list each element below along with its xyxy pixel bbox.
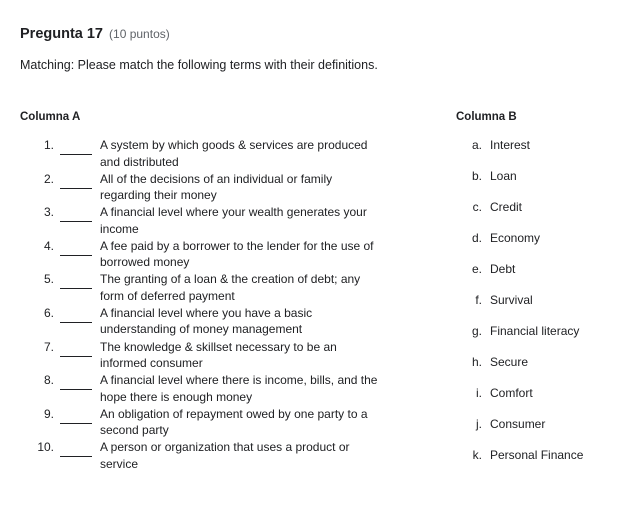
term-letter: a.	[471, 138, 482, 152]
answer-blank[interactable]	[60, 456, 92, 457]
term-text: Interest	[490, 138, 531, 152]
term-letter: f.	[475, 293, 482, 307]
term-text: Survival	[490, 293, 533, 307]
term-letter: g.	[471, 324, 482, 338]
term-letter: i.	[476, 386, 482, 400]
definition-text: A fee paid by a borrower to the lender for the use of borrowed money	[100, 238, 374, 270]
question-instructions: Matching: Please match the following terms with their definitions.	[20, 58, 378, 72]
answer-blank[interactable]	[60, 255, 92, 256]
column-b-heading: Columna B	[456, 111, 517, 123]
column-a-list	[0, 137, 420, 473]
definition-text: An obligation of repayment owed by one party to a second party	[100, 406, 368, 438]
term-letter: c.	[472, 200, 482, 214]
matching-row	[0, 406, 420, 440]
question-title: Pregunta 17	[20, 26, 103, 42]
question-points: (10 puntos)	[109, 27, 170, 41]
term-item	[462, 354, 632, 385]
term-letter: k.	[472, 448, 482, 462]
definition-text: A system by which goods & services are produced and distributed	[100, 138, 368, 169]
term-item	[462, 261, 632, 292]
term-letter: h.	[471, 355, 482, 369]
item-number: 2.	[43, 171, 54, 186]
answer-blank[interactable]	[60, 423, 92, 424]
item-number: 3.	[43, 205, 54, 220]
matching-row	[0, 238, 420, 272]
matching-row	[0, 171, 420, 205]
definition-text: A person or organization that uses a product or service	[100, 440, 350, 471]
definition-text: A financial level where your wealth generates your income	[100, 205, 367, 236]
answer-blank[interactable]	[60, 389, 92, 390]
definition-text: A financial level where there is income, bills, and the hope there is enough money	[100, 373, 378, 404]
term-item	[462, 385, 632, 416]
answer-blank[interactable]	[60, 288, 92, 289]
matching-row	[0, 271, 420, 305]
term-item	[462, 230, 632, 261]
term-letter: b.	[471, 169, 482, 183]
matching-row	[0, 137, 420, 171]
term-item	[462, 323, 632, 354]
matching-row	[0, 305, 420, 339]
answer-blank[interactable]	[60, 154, 92, 155]
item-number: 9.	[43, 406, 54, 421]
answer-blank[interactable]	[60, 322, 92, 323]
term-text: Debt	[490, 262, 516, 276]
column-a-heading: Columna A	[20, 111, 81, 123]
definition-text: A financial level where you have a basic understanding of money management	[100, 305, 313, 337]
matching-row	[0, 204, 420, 238]
term-text: Personal Finance	[490, 448, 584, 462]
term-item	[462, 416, 632, 447]
term-letter: e.	[471, 262, 482, 276]
matching-row	[0, 439, 420, 473]
term-item	[462, 137, 632, 168]
term-item	[462, 199, 632, 230]
question-header	[20, 26, 170, 42]
term-text: Consumer	[490, 417, 546, 431]
item-number: 1.	[43, 138, 54, 152]
answer-blank[interactable]	[60, 356, 92, 357]
item-number: 4.	[43, 238, 54, 253]
item-number: 7.	[43, 339, 54, 354]
item-number: 5.	[43, 272, 54, 287]
answer-blank[interactable]	[60, 221, 92, 222]
definition-text: The knowledge & skillset necessary to be an informed consumer	[100, 339, 337, 371]
item-number: 6.	[43, 305, 54, 320]
item-number: 10.	[37, 440, 54, 455]
term-letter: d.	[471, 231, 482, 245]
term-text: Credit	[490, 200, 523, 214]
term-letter: j.	[476, 417, 482, 431]
item-number: 8.	[43, 373, 54, 388]
term-item	[462, 447, 632, 478]
term-text: Loan	[490, 169, 517, 183]
term-item	[462, 168, 632, 199]
matching-row	[0, 339, 420, 373]
answer-blank[interactable]	[60, 188, 92, 189]
term-text: Financial literacy	[490, 324, 580, 338]
term-item	[462, 292, 632, 323]
matching-row	[0, 372, 420, 406]
definition-text: All of the decisions of an individual or family regarding their money	[100, 171, 333, 203]
column-b-list	[462, 137, 632, 478]
term-text: Comfort	[490, 386, 533, 400]
term-text: Secure	[490, 355, 529, 369]
definition-text: The granting of a loan & the creation of debt; any form of deferred payment	[100, 272, 361, 303]
term-text: Economy	[490, 231, 541, 245]
